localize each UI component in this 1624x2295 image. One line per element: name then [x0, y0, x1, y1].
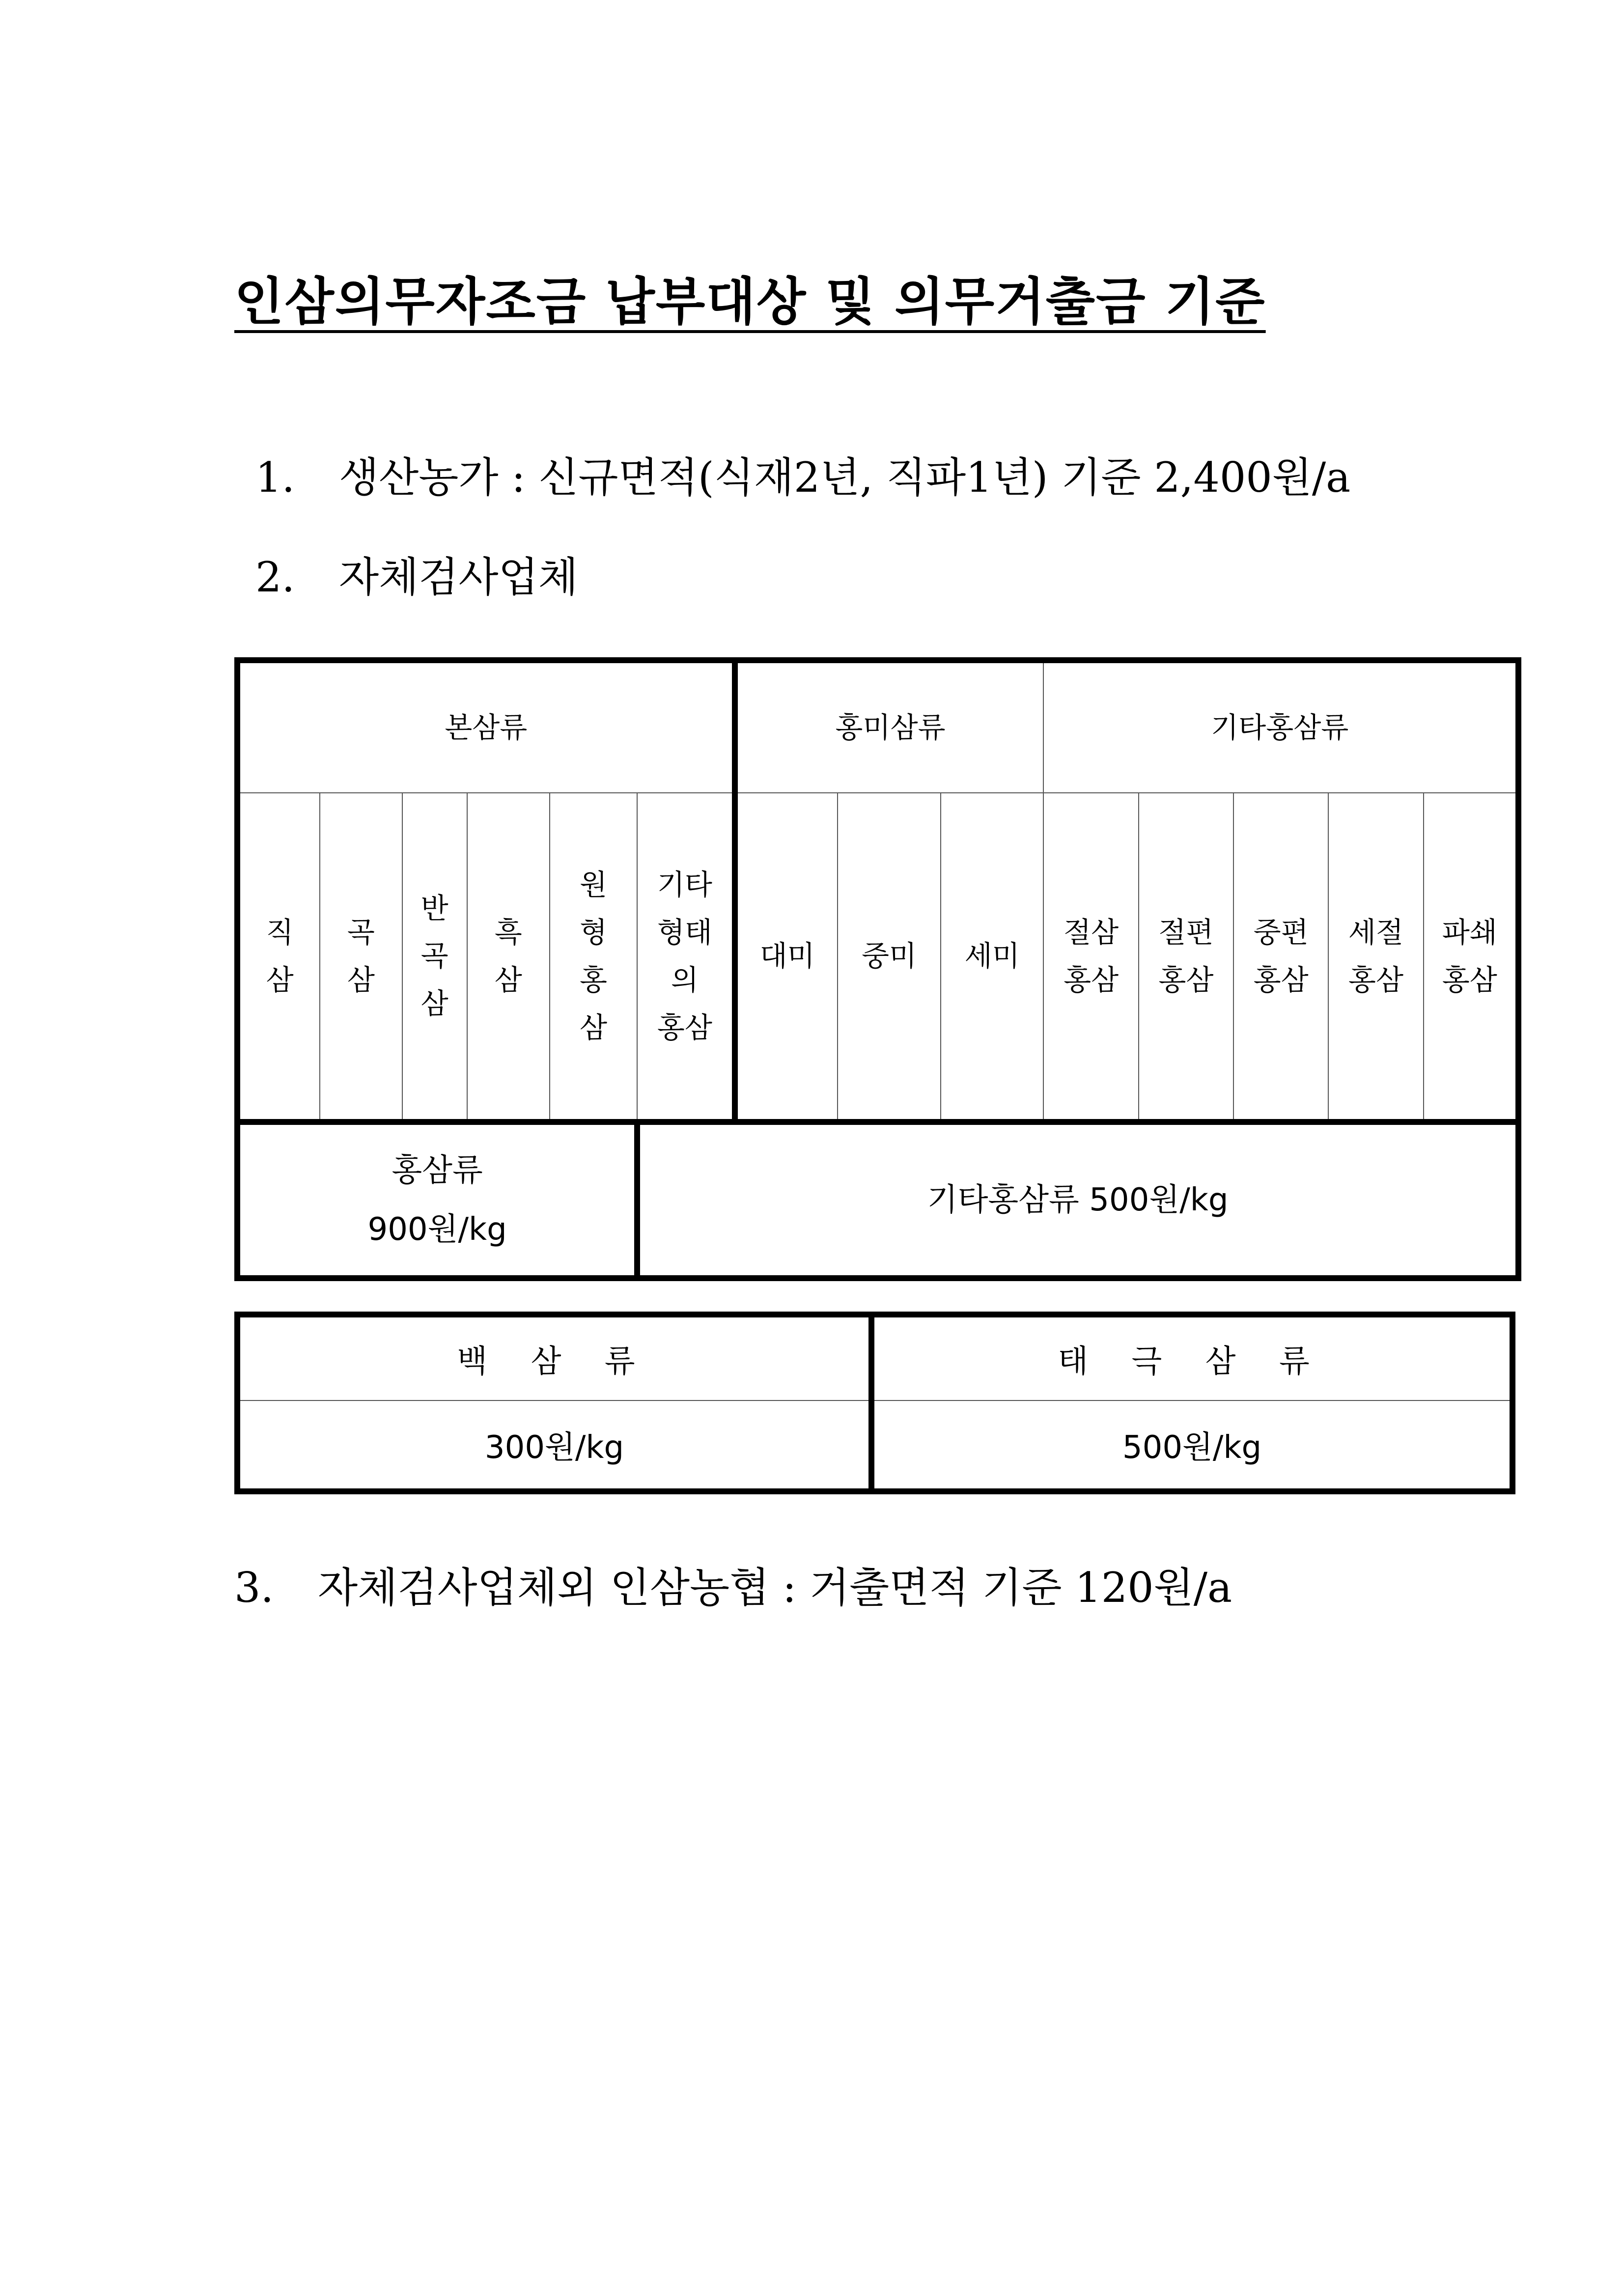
rate-hongsam-label: 홍삼류: [392, 1152, 483, 1189]
item-3-text: 자체검사업체외 인삼농협 : 거출면적 기준 120원/a: [318, 1564, 1232, 1612]
category-cell: [1233, 793, 1328, 1122]
category-label: 세절 홍삼: [1348, 915, 1403, 997]
item-2-number: 2.: [255, 553, 295, 601]
category-cell: [838, 793, 941, 1122]
category-label: 중편 홍삼: [1253, 915, 1309, 997]
red-ginseng-table: [234, 657, 1521, 1281]
value-baeksam: 300원/kg: [237, 1400, 871, 1491]
category-cell: [735, 793, 838, 1122]
category-cell: [637, 793, 734, 1122]
category-label: 곡 삼: [347, 915, 375, 997]
category-label: 기타 형태 의 홍삼: [657, 868, 712, 1044]
value-taegeuksam: 500원/kg: [871, 1400, 1512, 1491]
category-label: 파쇄 홍삼: [1442, 915, 1497, 997]
item-2-text: 자체검사업체: [339, 553, 578, 601]
item-1-number: 1.: [255, 453, 295, 502]
group-header-hongmisam: 홍미삼류: [735, 660, 1044, 793]
rate-hongsam: [237, 1122, 637, 1278]
category-label: 중미: [861, 939, 917, 973]
item-3: [234, 1555, 1232, 1614]
category-cell: [320, 793, 402, 1122]
page-title: 인삼의무자조금 납부대상 및 의무거출금 기준: [234, 272, 1266, 332]
category-cell: [1043, 793, 1138, 1122]
group-header-bonsam: 본삼류: [237, 660, 735, 793]
category-cell: [1424, 793, 1518, 1122]
category-label: 반 곡 삼: [420, 892, 448, 1020]
category-cell: [402, 793, 467, 1122]
category-cell: [550, 793, 637, 1122]
header-baeksam: 백 삼 류: [237, 1315, 871, 1400]
category-cell: [941, 793, 1043, 1122]
rate-hongsam-value: 900원/kg: [367, 1211, 507, 1248]
category-label: 절삼 홍삼: [1064, 915, 1119, 997]
group-header-etc: 기타홍삼류: [1043, 660, 1518, 793]
category-cell: [467, 793, 550, 1122]
category-label: 원 형 홍 삼: [580, 868, 608, 1044]
item-1-text: 생산농가 : 신규면적(식재2년, 직파1년) 기준 2,400원/a: [339, 453, 1351, 502]
item-2: [255, 544, 578, 604]
category-label: 대미: [759, 939, 815, 973]
rate-etc: 기타홍삼류 500원/kg: [637, 1122, 1518, 1278]
white-ginseng-table: [234, 1312, 1515, 1494]
category-label: 흑 삼: [494, 915, 522, 997]
category-cell: [1328, 793, 1423, 1122]
item-3-number: 3.: [234, 1564, 274, 1612]
category-label: 절편 홍삼: [1158, 915, 1214, 997]
header-taegeuksam: 태 극 삼 류: [871, 1315, 1512, 1400]
category-cell: [237, 793, 320, 1122]
category-label: 직 삼: [266, 915, 294, 997]
category-cell: [1139, 793, 1233, 1122]
item-1: [255, 445, 1350, 504]
category-label: 세미: [964, 939, 1020, 973]
